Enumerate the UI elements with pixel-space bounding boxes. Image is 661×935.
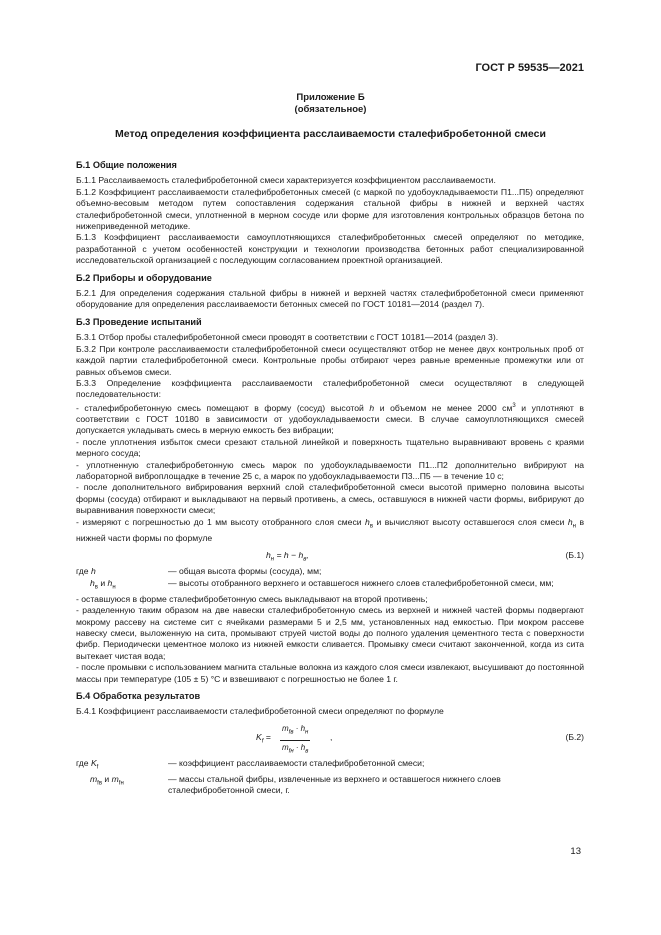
page-number: 13	[570, 846, 581, 857]
step-level-surface: - после уплотнения избыток смеси срезают стальной линейкой и поверхность тщательно выравнивают вровень с краями мерного сосуда;	[76, 436, 584, 459]
step-measure-height: - измеряют с погрешностью до 1 мм высоту отобранного слоя смеси $h_в$ и вычисляют высоту оставшегося слоя смеси $h_н$ в нижней части формы по формуле	[76, 516, 585, 543]
step-fill-form: - сталефибробетонную смесь помещают в форму (сосуд) высотой h и объемом не менее 2000 $см^3$ и уплотняют в соответствии с ГОСТ 10180 в зависимости от удобоукладываемости смеси. В случае самоуплотняющихся смесей допускается укладывать смесь в мерную емкость без вибрации;	[76, 402, 584, 436]
section-title-b3: Б.3 Проведение испытаний	[76, 316, 202, 327]
formula-b2-denominator: $m_{fн} \cdot h_в$	[282, 742, 309, 755]
paragraph-b1-3: Б.1.3 Коэффициент расслаиваемости самоуплотняющихся сталефибробетонных смесей определяют по методике, разработанной с учетом особенностей конструкции и технологии производства бетонных работ специализированной исследовательской организацией с последующим согласованием проектной организацией.	[76, 232, 584, 266]
step-vibrate: - уплотненную сталефибробетонную смесь марок по удобоукладываемости П1...П2 дополнительно вибрируют на лабораторной виброплощадке в течение 25 с, а марок по удобоукладываемости П3...П5 — в течение 10 с;	[76, 459, 584, 482]
formula-b2-numerator: $m_{fв} \cdot h_н$	[280, 723, 310, 741]
definition-kf: где $K_f$ — коэффициент расслаиваемости сталефибробетонной смеси;	[76, 757, 425, 771]
formula-b2-comma: ,	[330, 731, 333, 742]
step-dry-weigh: - после промывки с использованием магнита стальные волокна из каждого слоя смеси извлекают, высушивают до постоянной массы при температуре (105 ± 5) °С и взвешивают с погрешностью не более 1 г.	[76, 662, 584, 684]
step-second-tray: - оставшуюся в форме сталефибробетонную смесь выкладывают на второй противень;	[76, 593, 428, 604]
document-code: ГОСТ Р 59535—2021	[475, 62, 584, 74]
formula-b2	[76, 722, 584, 754]
formula-b2-fraction	[280, 723, 310, 758]
paragraph-b3-3: Б.3.3 Определение коэффициента расслаиваемости сталефибробетонной смеси осуществляют в следующей последовательности:	[76, 377, 584, 400]
formula-b1-number: (Б.1)	[565, 550, 584, 561]
step-wet-sieving: - разделенную таким образом на две навески сталефибробетонную смесь из верхней и нижней частей формы подвергают мокрому рассеву на системе сит с ячейками размерами 5 и 2,5 мм, установленных над емкостью. При мокром рассеве навеску смеси, выложенную на сита, промывают струей чистой воды до полного удаления цементного теста с поверхности фибр. Периодически цементное молоко из нижней емкости сливается. Промывку смеси считают законченной, когда из сита вытекает чистая вода;	[76, 605, 584, 661]
section-title-b4: Б.4 Обработка результатов	[76, 690, 201, 701]
section-title-b1: Б.1 Общие положения	[76, 160, 177, 170]
section-title-b2: Б.2 Приборы и оборудование	[76, 272, 212, 283]
paragraph-b3-2: Б.3.2 При контроле расслаиваемости сталефибробетонной смеси осуществляют отбор не менее двух контрольных проб от каждой партии сталефибробетонной смеси. Контрольные пробы отбирают через равные временные промежутки или от равных объемов смеси.	[76, 343, 584, 377]
paragraph-b2-1: Б.2.1 Для определения содержания стальной фибры в нижней и верхней частях сталефибробетонной смеси применяют оборудование для определения расслаиваемости бетонных смесей по ГОСТ 10181—2014 (раздел 7).	[76, 288, 584, 310]
annex-status: (обязательное)	[294, 104, 367, 115]
paragraph-b1-2: Б.1.2 Коэффициент расслаиваемости сталефибробетонных смесей (с маркой по удобоукладываемости П1...П5) определяют объемно-весовым методом путем сопоставления содержания стальной фибры в нижней и верхней частях сталефибробетонной смеси, уплотненной в мерном сосуде или форме для изготовления контрольных образцов бетона по нижеприведенной методике.	[76, 186, 584, 232]
formula-b1-expression: $h_н = h - h_в$,	[266, 550, 309, 563]
formula-b1	[76, 547, 584, 563]
definition-mfv-mfn: $m_{fв}$ и $m_{fн}$ — массы стальной фибры, извлеченные из верхнего и оставшегося нижнего слоев сталефибробетонной смеси, г.	[90, 773, 501, 796]
paragraph-b4-1: Б.4.1 Коэффициент расслаиваемости сталефибробетонной смеси определяют по формуле	[76, 706, 444, 717]
paragraph-b3-1: Б.3.1 Отбор пробы сталефибробетонной смеси проводят в соответствии с ГОСТ 10181—2014 (раздел 3).	[76, 332, 499, 343]
definition-h: где h — общая высота формы (сосуда), мм;	[76, 566, 322, 577]
paragraph-b1-1: Б.1.1 Расслаиваемость сталефибробетонной смеси характеризуется коэффициентом расслаиваемости.	[76, 175, 496, 186]
formula-b2-number: (Б.2)	[565, 731, 584, 742]
document-body	[76, 154, 584, 797]
step-split-layers: - после дополнительного вибрирования верхний слой сталефибробетонной смеси высотой примерно половина высоты формы (сосуда) отбирают и выкладывают на первый противень, а смесь, оставшуюся в нижней части формы, вибрируют до выравнивания поверхности смеси;	[76, 482, 584, 516]
annex-title: Приложение Б	[296, 92, 365, 103]
method-title: Метод определения коэффициента расслаиваемости сталефибробетонной смеси	[115, 128, 546, 140]
formula-b2-lhs: $K_f$ =	[256, 731, 271, 745]
definition-hv-hn: $h_в$ и $h_н$ — высоты отобранного верхнего и оставшегося нижнего слоев сталефибробетонной смеси, мм;	[90, 577, 554, 591]
